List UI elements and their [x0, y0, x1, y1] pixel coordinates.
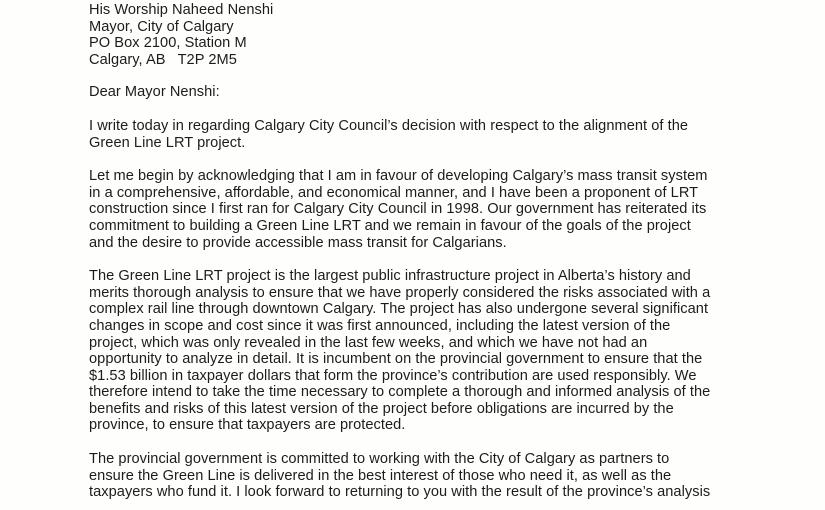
recipient-name: His Worship Naheed Nenshi: [89, 2, 274, 18]
paragraph-line: complex rail line through downtown Calgary. The project has also undergone several significant: [89, 301, 709, 318]
paragraph-line: therefore intend to take the time necessary to complete a thorough and informed analysis of the: [89, 384, 711, 401]
paragraph-line: province, to ensure that taxpayers are protected.: [89, 417, 406, 434]
paragraph-line: in a comprehensive, affordable, and economical manner, and I have been a proponent of LRT: [89, 184, 699, 201]
paragraph-2: [89, 168, 809, 251]
paragraph-line: and the desire to provide accessible mass transit for Calgarians.: [89, 234, 507, 251]
paragraph-line: $1.53 billion in taxpayer dollars that form the province’s contribution are used responsibly. We: [89, 367, 697, 384]
paragraph-line: The Green Line LRT project is the largest public infrastructure project in Alberta’s history and: [89, 268, 691, 285]
paragraph-line: merits thorough analysis to ensure that we have properly considered the risks associated with a: [89, 284, 711, 301]
paragraph-line: opportunity to analyze in detail. It is incumbent on the provincial government to ensure that the: [89, 351, 703, 368]
paragraph-3: [89, 268, 809, 434]
paragraph-4: [89, 451, 809, 501]
paragraph-line: Green Line LRT project.: [89, 134, 246, 151]
paragraph-line: ensure the Green Line is delivered in the best interest of those who need it, as well as the: [89, 467, 672, 484]
paragraph-line: changes in scope and cost since it was first announced, including the latest version of the: [89, 317, 671, 334]
recipient-city-line: Calgary, AB T2P 2M5: [89, 51, 237, 68]
recipient-address: [89, 2, 809, 68]
paragraph-line: project, which was only revealed in the last few weeks, and which we have not had an: [89, 334, 648, 351]
paragraph-1: [89, 118, 809, 151]
paragraph-line: The provincial government is committed to working with the City of Calgary as partners to: [89, 451, 670, 468]
salutation: Dear Mayor Nenshi:: [89, 84, 220, 101]
paragraph-line: I write today in regarding Calgary City Council’s decision with respect to the alignment of the: [89, 117, 689, 134]
paragraph-line: construction since I first ran for Calgary City Council in 1998. Our government has reiterated its: [89, 201, 707, 218]
paragraph-line: Let me begin by acknowledging that I am in favour of developing Calgary’s mass transit system: [89, 168, 708, 185]
paragraph-line: taxpayers who fund it. I look forward to returning to you with the result of the province’s analysis: [89, 484, 711, 501]
recipient-po-box: PO Box 2100, Station M: [89, 35, 247, 52]
recipient-title: Mayor, City of Calgary: [89, 18, 234, 35]
paragraph-line: benefits and risks of this latest version of the project before obligations are incurred by the: [89, 400, 674, 417]
paragraph-line: commitment to building a Green Line LRT and we remain in favour of the goals of the project: [89, 217, 691, 234]
letter-body: [89, 2, 809, 510]
